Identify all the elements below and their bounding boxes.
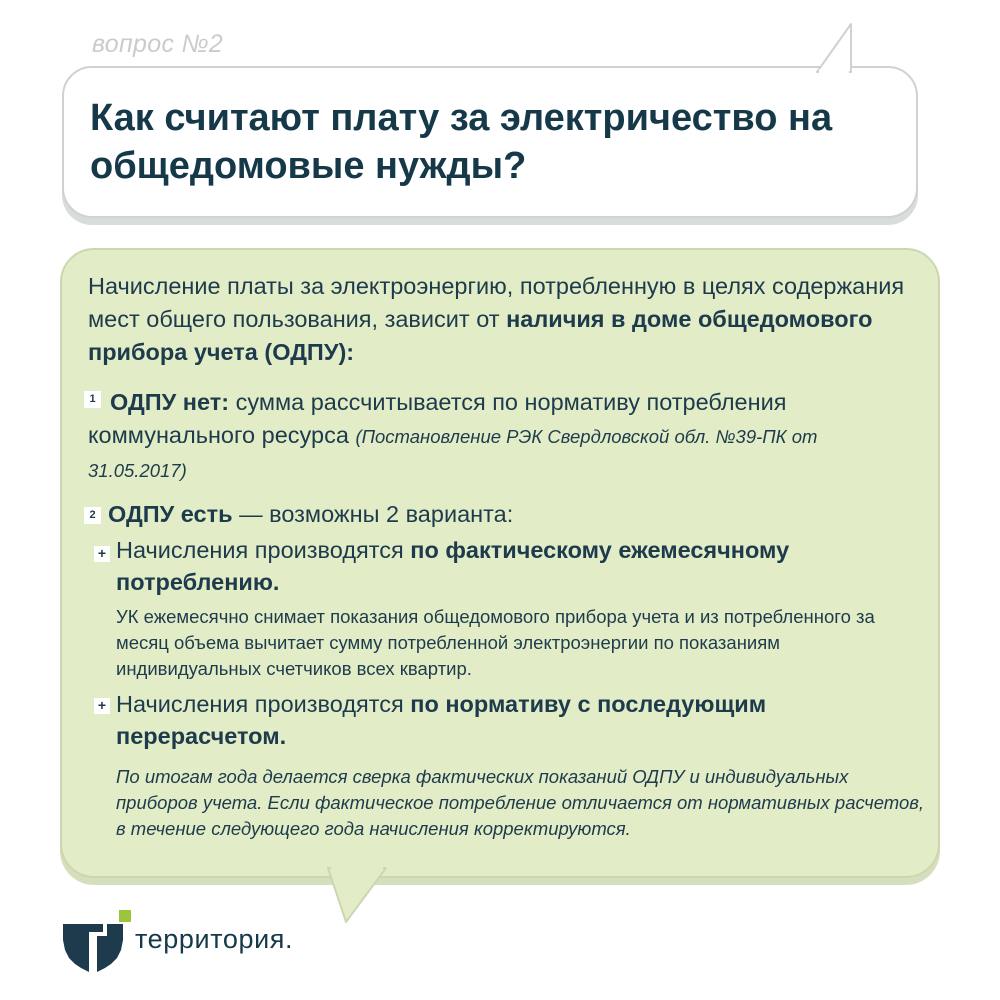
speech-tail-icon — [320, 866, 392, 926]
number-two-icon: 2 — [84, 507, 101, 524]
point-1 — [88, 386, 918, 487]
option-1-detail: УК ежемесячно снимает показания общедомового прибора учета и из потребленного за месяц объема вычитает сумму потребленной электроэнергии по показаниям индивидуальных счетчиков всех квартир. — [116, 606, 875, 679]
point-2-text: — возможны 2 варианта: — [239, 501, 514, 527]
brand-logo-icon — [63, 910, 135, 976]
option-2-detail: По итогам года делается сверка фактических показаний ОДПУ и индивидуальных приборов учета. Если фактическое потребление отличается от нормативных расчетов, в течение следующего года начисления корректируются. — [116, 766, 925, 839]
brand-name: территория. — [135, 924, 294, 954]
intro-plain: Начисление платы за электроэнергию, потребленную в целях содержания мест общего пользования, зависит от — [88, 273, 905, 332]
title-bubble — [62, 66, 918, 218]
option-1-title — [116, 534, 926, 598]
point-1-text: сумма рассчитывается по нормативу потребления коммунального ресурса — [88, 389, 787, 448]
option-1-bold: по фактическому ежемесячному потреблению. — [116, 537, 790, 595]
point-2-label: ОДПУ есть — [108, 501, 233, 527]
number-one-icon: 1 — [84, 391, 101, 408]
plus-icon: + — [94, 698, 110, 714]
option-2-bold: по нормативу с последующим перерасчетом. — [116, 691, 767, 749]
answer-bubble — [60, 248, 940, 878]
page-title: Как считают плату за электричество на общедомовые нужды? — [90, 97, 833, 187]
intro-bold: наличия в доме общедомового прибора учета (ОДПУ): — [88, 306, 873, 365]
option-1-text: Начисления производятся — [116, 537, 404, 563]
point-1-reference: (Постановление РЭК Свердловской обл. №39-ПК от 31.05.2017) — [88, 426, 818, 481]
option-2-title — [116, 688, 926, 752]
question-number: вопрос №2 — [92, 30, 224, 58]
plus-icon: + — [94, 546, 110, 562]
speech-tail-icon — [815, 22, 859, 74]
intro-text — [88, 270, 928, 369]
option-2-text: Начисления производятся — [116, 691, 404, 717]
point-2 — [108, 498, 513, 531]
point-1-label: ОДПУ нет: — [110, 389, 230, 415]
